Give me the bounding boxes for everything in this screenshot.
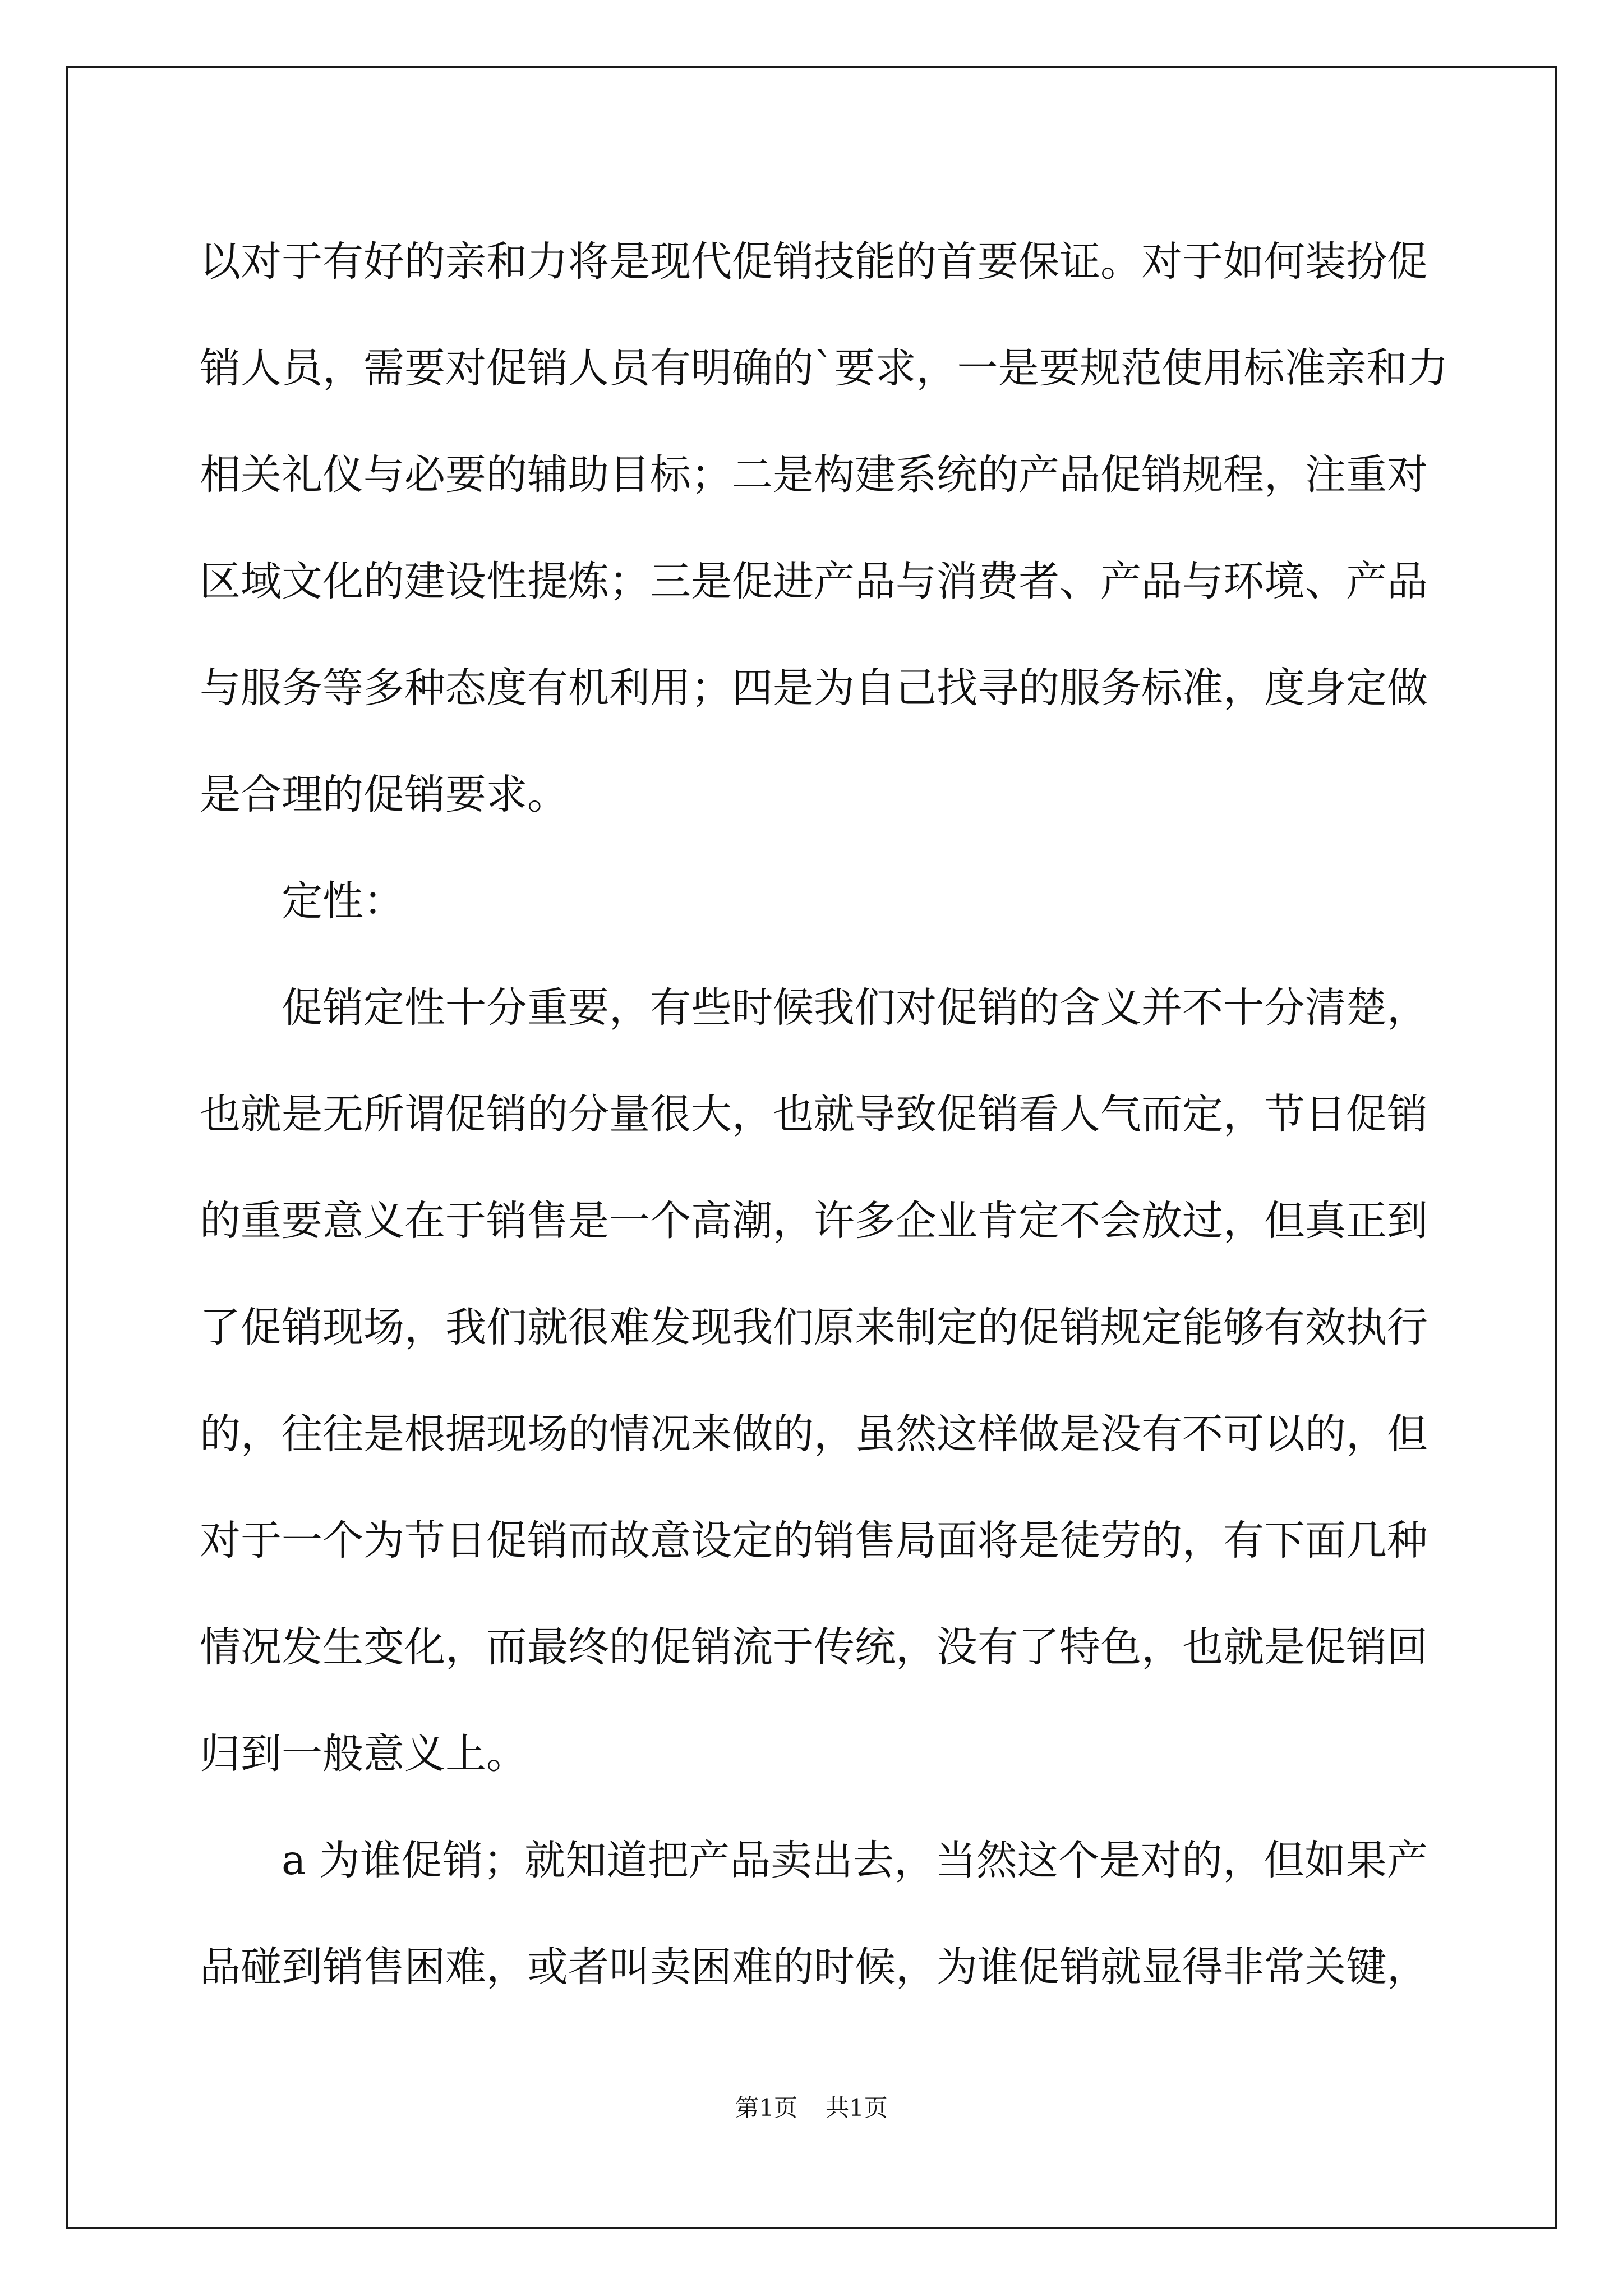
text-line: 相关礼仪与必要的辅助目标；二是构建系统的产品促销规程，注重对 xyxy=(200,451,1428,499)
text-line: 的，往往是根据现场的情况来做的，虽然这样做是没有不可以的，但 xyxy=(200,1410,1428,1458)
text-line: 促销定性十分重要，有些时候我们对促销的含义并不十分清楚， xyxy=(282,984,1428,1032)
document-body xyxy=(200,209,1449,2021)
text-line: 了促销现场，我们就很难发现我们原来制定的促销规定能够有效执行 xyxy=(200,1304,1428,1351)
text-line: 也就是无所谓促销的分量很大，也就导致促销看人气而定，节日促销 xyxy=(200,1091,1428,1138)
page-number-current: 第1页 xyxy=(735,2094,797,2122)
text-line: 定性： xyxy=(282,877,404,925)
page-number-total: 共1页 xyxy=(826,2094,888,2122)
text-line: 是合理的促销要求。 xyxy=(200,771,568,818)
text-line: 的重要意义在于销售是一个高潮，许多企业肯定不会放过，但真正到 xyxy=(200,1197,1428,1245)
text-line: 以对于有好的亲和力将是现代促销技能的首要保证。对于如何装扮促 xyxy=(200,238,1428,286)
text-line: 销人员，需要对促销人员有明确的`要求，一是要规范使用标准亲和力 xyxy=(200,344,1449,392)
text-line: 归到一般意义上。 xyxy=(200,1730,527,1778)
page-footer xyxy=(0,2091,1623,2125)
text-line: 区域文化的建设性提炼；三是促进产品与消费者、产品与环境、产品 xyxy=(200,558,1428,605)
text-line: 对于一个为节日促销而故意设定的销售局面将是徒劳的，有下面几种 xyxy=(200,1517,1428,1565)
text-line: 情况发生变化，而最终的促销流于传统，没有了特色，也就是促销回 xyxy=(200,1623,1428,1671)
text-line: a 为谁促销；就知道把产品卖出去，当然这个是对的，但如果产 xyxy=(282,1837,1428,1884)
text-line: 品碰到销售困难，或者叫卖困难的时候，为谁促销就显得非常关键， xyxy=(200,1943,1428,1991)
text-line: 与服务等多种态度有机利用；四是为自己找寻的服务标准，度身定做 xyxy=(200,664,1428,712)
